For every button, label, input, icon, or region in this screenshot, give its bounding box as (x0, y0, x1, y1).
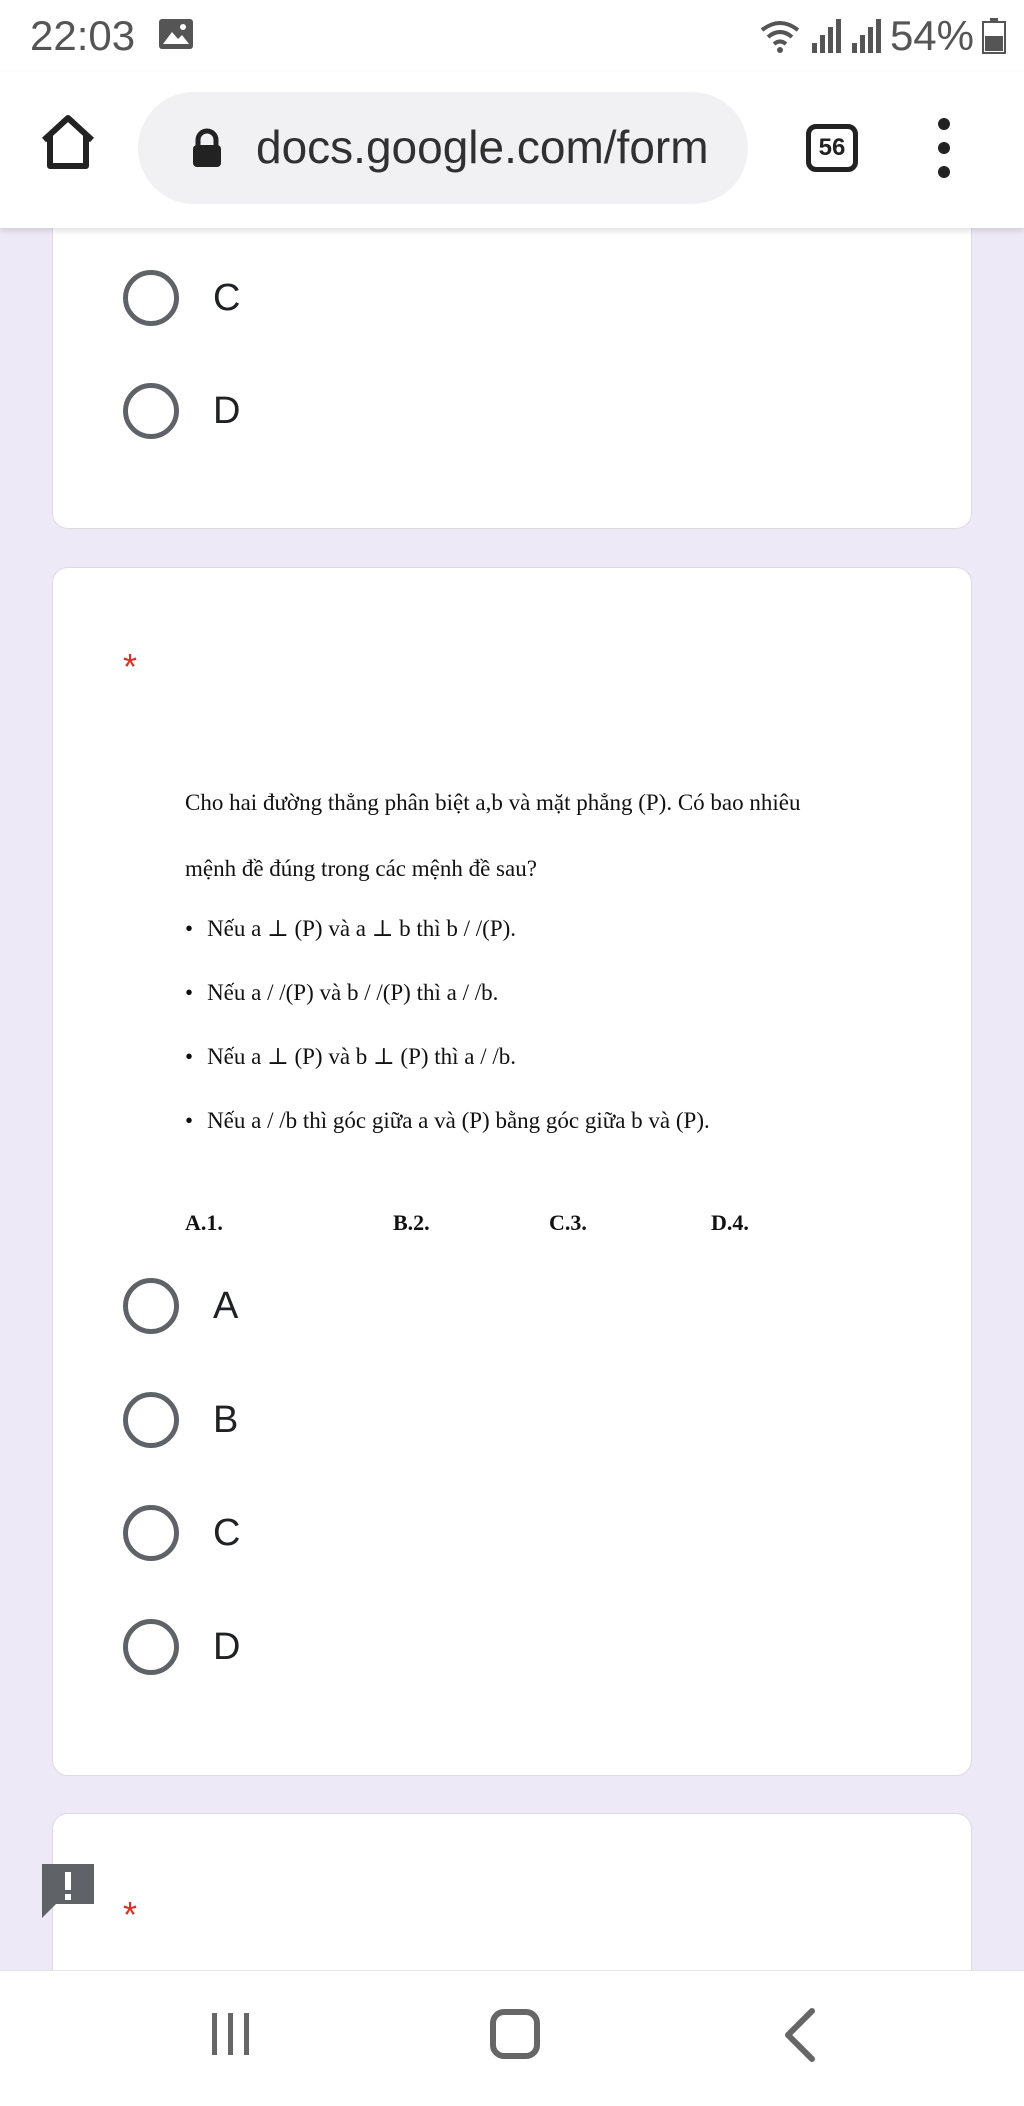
question-card (52, 567, 972, 1776)
option-c[interactable] (123, 1503, 240, 1563)
option-d-previous[interactable] (123, 381, 240, 441)
home-nav-icon[interactable] (490, 2009, 540, 2059)
feedback-icon[interactable] (38, 1860, 98, 1920)
statement-item: • Nếu a ⊥ (P) và b ⊥ (P) thì a / /b. (185, 1044, 516, 1070)
required-marker: * (123, 1894, 138, 1935)
option-label: C (213, 1511, 241, 1554)
option-label: C (213, 276, 241, 319)
status-indicators (758, 12, 1006, 60)
system-navigation-bar (0, 1970, 1024, 2106)
option-c-previous[interactable] (123, 268, 240, 328)
wifi-icon (758, 18, 802, 54)
option-b[interactable] (123, 1390, 238, 1450)
answer-choice: C.3. (549, 1210, 587, 1235)
signal-icon-1 (810, 19, 842, 53)
option-label: B (213, 1398, 239, 1441)
more-options-icon[interactable] (924, 112, 964, 184)
radio-button[interactable] (123, 270, 179, 326)
option-label: D (213, 1625, 241, 1668)
browser-toolbar (0, 72, 1024, 228)
answer-choice: B.2. (393, 1210, 430, 1235)
question-line: Cho hai đường thẳng phân biệt a,b và mặt phẳng (P). Có bao nhiêu (185, 790, 801, 815)
required-marker: * (123, 646, 138, 687)
statement-item: • Nếu a / /b thì góc giữa a và (P) bằng góc giữa b và (P). (185, 1108, 710, 1134)
address-bar[interactable] (138, 92, 748, 204)
url-text: docs.google.com/form (256, 121, 709, 173)
statement-item: • Nếu a ⊥ (P) và a ⊥ b thì b / /(P). (185, 916, 516, 942)
answer-choice: D.4. (711, 1210, 749, 1235)
question-card-previous (52, 180, 972, 529)
option-a[interactable] (123, 1276, 238, 1336)
battery-icon (982, 18, 1006, 54)
lock-icon (190, 128, 224, 168)
radio-button[interactable] (123, 1505, 179, 1561)
answer-choice: A.1. (185, 1210, 223, 1235)
recent-apps-icon[interactable] (208, 2011, 254, 2057)
question-line: mệnh đề đúng trong các mệnh đề sau? (185, 856, 537, 881)
option-d[interactable] (123, 1617, 240, 1677)
back-icon[interactable] (780, 2007, 820, 2063)
battery-percent: 54% (889, 12, 974, 59)
statement-item: • Nếu a / /(P) và b / /(P) thì a / /b. (185, 980, 498, 1006)
status-bar (0, 0, 1024, 72)
question-image (185, 790, 945, 1235)
option-label: A (213, 1284, 239, 1327)
image-notification-icon (158, 18, 194, 50)
option-label: D (213, 389, 241, 432)
signal-icon-2 (850, 19, 882, 53)
radio-button[interactable] (123, 1392, 179, 1448)
radio-button[interactable] (123, 383, 179, 439)
radio-button[interactable] (123, 1619, 179, 1675)
radio-button[interactable] (123, 1278, 179, 1334)
tab-switcher-button[interactable]: 56 (806, 124, 858, 172)
home-icon[interactable] (36, 110, 100, 174)
status-time: 22:03 (30, 12, 136, 59)
